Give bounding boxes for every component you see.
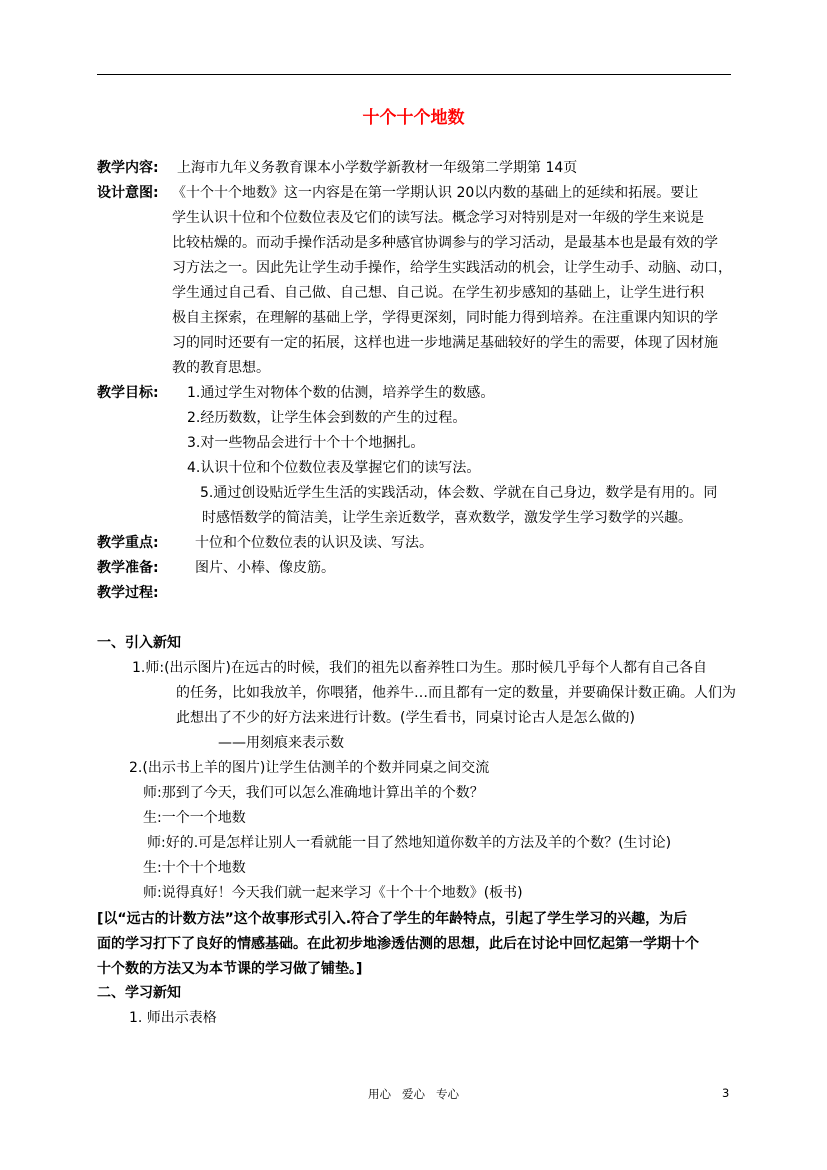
- goal-item: 3.对一些物品会进行十个十个地捆扎。: [187, 435, 425, 451]
- design-line: 习方法之一。因此先让学生动手操作，给学生实践活动的机会，让学生动手、动脑、动口，: [172, 260, 732, 276]
- goal-item: 2.经历数数，让学生体会到数的产生的过程。: [187, 410, 467, 426]
- key-label: 教学重点:: [97, 535, 159, 551]
- dialog-line: 生:一个一个地数: [143, 810, 246, 826]
- goals-label: 教学目标:: [97, 385, 159, 401]
- design-label: 设计意图:: [97, 185, 159, 201]
- key-text: 十位和个位数位表的认识及读、写法。: [195, 535, 433, 551]
- page-number: 3: [722, 1086, 730, 1100]
- section1-paragraph-line: ——用刻痕来表示数: [218, 735, 344, 751]
- document-title: 十个十个地数: [362, 108, 465, 128]
- process-label: 教学过程:: [97, 585, 159, 601]
- design-line: 教的教育思想。: [172, 360, 270, 376]
- prep-text: 图片、小棒、像皮筋。: [195, 560, 335, 576]
- goal-item-continued: 时感悟数学的简洁美，让学生亲近数学，喜欢数学，激发学生学习数学的兴趣。: [202, 510, 692, 526]
- design-line: 比较枯燥的。而动手操作活动是多种感官协调参与的学习活动，是最基本也是最有效的学: [172, 235, 718, 251]
- section2-heading: 二、学习新知: [97, 985, 181, 1001]
- dialog-line: 生:十个十个地数: [143, 860, 246, 876]
- design-line: 《十个十个地数》这一内容是在第一学期认识 20以内数的基础上的延续和拓展。要让: [172, 185, 699, 201]
- footer-motto: 用心 爱心 专心: [368, 1087, 459, 1101]
- design-line: 学生通过自己看、自己做、自己想、自己说。在学生初步感知的基础上，让学生进行积: [172, 285, 704, 301]
- section2-item1: 1. 师出示表格: [129, 1010, 217, 1026]
- prep-label: 教学准备:: [97, 560, 159, 576]
- design-line: 习的同时还要有一定的拓展，这样也进一步地满足基础较好的学生的需要，体现了因材施: [172, 335, 718, 351]
- section1-paragraph-line: 1.师:(出示图片)在远古的时候，我们的祖先以畜养牲口为生。那时候几乎每个人都有自己各自: [132, 660, 707, 676]
- design-line: 极自主探索，在理解的基础上学，学得更深刻，同时能力得到培养。在注重课内知识的学: [172, 310, 718, 326]
- section1-paragraph-line: 此想出了不少的好方法来进行计数。(学生看书，同桌讨论古人是怎么做的): [176, 710, 635, 726]
- section1-paragraph-line: 的任务，比如我放羊，你喂猪，他养牛…而且都有一定的数量，并要确保计数正确。人们为: [176, 685, 736, 701]
- dialog-line: 师:好的.可是怎样让别人一看就能一目了然地知道你数羊的方法及羊的个数？(生讨论): [147, 835, 672, 851]
- goal-item: 5.通过创设贴近学生生活的实践活动，体会数、学就在自己身边，数学是有用的。同: [200, 485, 718, 501]
- design-line: 学生认识十位和个位数位表及它们的读写法。概念学习对特别是对一年级的学生来说是: [172, 210, 704, 226]
- dialog-line: 师:那到了今天，我们可以怎么准确地计算出羊的个数？: [143, 785, 484, 801]
- note-line: 十个数的方法又为本节课的学习做了铺垫。]: [97, 961, 363, 977]
- section1-heading: 一、引入新知: [97, 635, 181, 651]
- note-line: [以“远古的计数方法”这个故事形式引入.符合了学生的年龄特点，引起了学生学习的兴趣，为后: [97, 911, 688, 927]
- header-rule: [97, 74, 731, 75]
- dialog-line: 师:说得真好！今天我们就一起来学习《十个十个地数》(板书): [143, 885, 523, 901]
- note-line: 面的学习打下了良好的情感基础。在此初步地渗透估测的思想，此后在讨论中回忆起第一学期十个: [97, 936, 699, 952]
- content-label: 教学内容:: [97, 160, 159, 176]
- goal-item: 1.通过学生对物体个数的估测，培养学生的数感。: [187, 385, 495, 401]
- goal-item: 4.认识十位和个位数位表及掌握它们的读写法。: [187, 460, 481, 476]
- section1-item2: 2.(出示书上羊的图片)让学生估测羊的个数并同桌之间交流: [129, 760, 490, 776]
- content-text: 上海市九年义务教育课本小学数学新教材一年级第二学期第 14页: [177, 160, 578, 176]
